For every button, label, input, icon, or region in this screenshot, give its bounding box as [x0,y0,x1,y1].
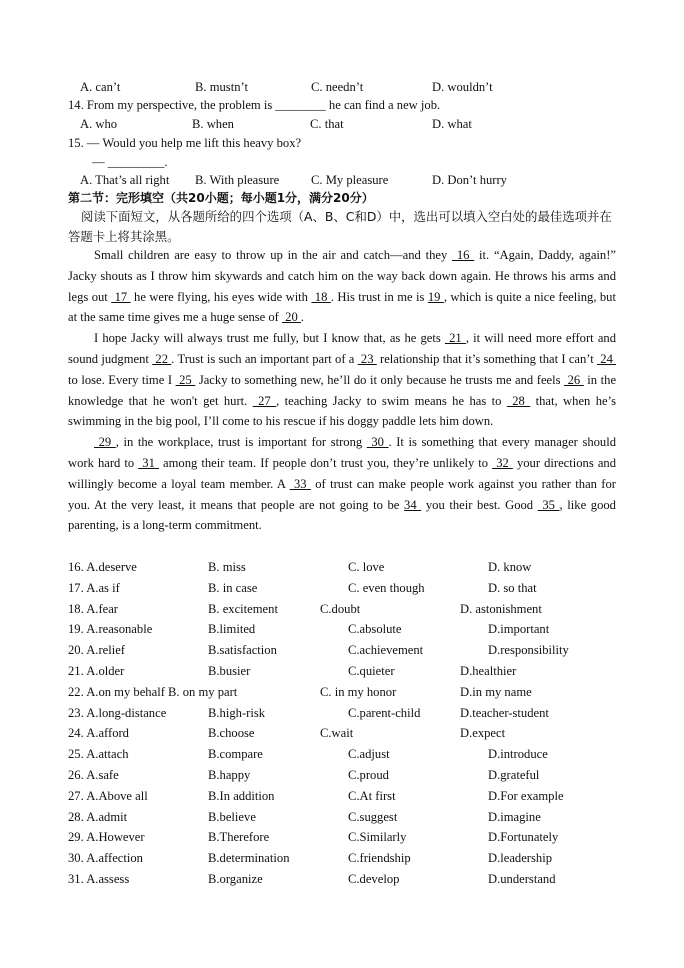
q27-option-c: C.At first [348,789,396,803]
text: it. “Again, Daddy, again!” Jacky shouts as I throw him skywards and catch him on the way back down again. He throws his arms and legs out [68,248,617,304]
q31-option-a: 31. A.assess [68,872,130,886]
blank-20: 20 [282,310,301,325]
blank-22: 22 [152,351,172,366]
blank-19: 19 [427,289,444,304]
q14-option-d: D. what [432,117,472,131]
q24-option-a: 24. A.afford [68,726,129,740]
q31-option-c: C.develop [348,872,400,886]
text: relationship that it’s something that I can’t [376,351,598,366]
q26-option-c: C.proud [348,768,389,782]
q27-option-b: B.In addition [208,789,275,803]
blank-21: 21 [444,331,466,346]
text: Small children are easy to throw up in the air and catch—and they [94,248,453,262]
q23-option-b: B.high-risk [208,706,266,720]
text: that, when he’s swimming in the big pool, I’ll come to his rescue if his doggy paddle lets him down. [68,393,617,429]
q14-stem: 14. From my perspective, the problem is ________ he can find a new job. [68,98,441,112]
blank-16: 16 [452,248,475,262]
text: , in the workplace, trust is important for strong [115,435,367,450]
text: you their best. Good [421,497,538,512]
q29-option-d: D.Fortunately [488,830,559,844]
text: to lose. Every time I [68,372,176,387]
blank-32: 32 [492,455,513,470]
q17-option-b: B. in case [208,581,258,595]
blank-25: 25 [175,372,196,387]
q24-option-c: C.wait [320,726,354,740]
q28-option-d: D.imagine [488,810,541,824]
q13-option-c: C. needn’t [311,80,364,94]
text: . Trust is such an important part of a [171,351,358,366]
section-title: 第二节：完形填空（共20小题；每小题1分，满分20分） [68,191,374,205]
text: Jacky to something new, he’ll do it only because he trusts me and feels [195,372,565,387]
blank-28: 28 [506,393,531,408]
text: . It is something that every manager should work hard to [68,435,617,470]
q26-option-d: D.grateful [488,768,540,782]
q15-stem: 15. — Would you help me lift this heavy box? [68,136,302,150]
q24-option-b: B.choose [208,726,255,740]
q22-option-c: C. in my honor [320,685,397,699]
q28-option-a: 28. A.admit [68,810,128,824]
q28-option-b: B.believe [208,810,256,824]
q31-option-d: D.understand [488,872,556,886]
blank-23: 23 [357,351,377,366]
q17-option-c: C. even though [348,581,425,595]
blank-24: 24 [597,351,617,366]
text: , it will need more effort and sound judgment [68,331,617,366]
text: among their team. If people don’t trust you, they’re unlikely to [158,455,493,470]
q23-option-a: 23. A.long-distance [68,706,167,720]
q31-option-b: B.organize [208,872,263,886]
q14-option-b: B. when [192,117,234,131]
blank-34: 34 [404,497,422,512]
q23-option-c: C.parent-child [348,706,421,720]
text: he were flying, his eyes wide with [130,289,312,304]
q29-option-b: B.Therefore [208,830,270,844]
q19-option-c: C.absolute [348,622,402,636]
q21-option-c: C.quieter [348,664,395,678]
q25-option-d: D.introduce [488,747,548,761]
q14-option-c: C. that [310,117,344,131]
q27-option-a: 27. A.Above all [68,789,148,803]
q21-option-d: D.healthier [460,664,517,678]
q18-option-a: 18. A.fear [68,602,119,616]
passage-paragraph-3 [68,432,616,536]
q22-option-a-b: 22. A.on my behalf B. on my part [68,685,238,699]
q21-option-a: 21. A.older [68,664,125,678]
text: in the knowledge that he won't get hurt. [68,372,617,408]
q16-option-b: B. miss [208,560,246,574]
q16-option-c: C. love [348,560,385,574]
blank-18: 18 [311,289,331,304]
text: . [300,310,305,325]
blank-33: 33 [289,476,311,491]
blank-35: 35 [537,497,560,512]
q17-option-a: 17. A.as if [68,581,120,595]
q25-option-b: B.compare [208,747,263,761]
q24-option-d: D.expect [460,726,506,740]
text: . His trust in me is [330,289,428,304]
q15-option-d: D. Don’t hurry [432,173,507,187]
q15-option-b: B. With pleasure [195,173,280,187]
q19-option-b: B.limited [208,622,256,636]
q29-option-a: 29. A.However [68,830,145,844]
q18-option-b: B. excitement [208,602,278,616]
q30-option-d: D.leadership [488,851,552,865]
blank-26: 26 [564,372,584,387]
q17-option-d: D. so that [488,581,537,595]
q30-option-a: 30. A.affection [68,851,143,865]
q20-option-b: B.satisfaction [208,643,277,657]
q25-option-c: C.adjust [348,747,390,761]
q19-option-a: 19. A.reasonable [68,622,153,636]
blank-30: 30 [366,435,389,450]
q14-option-a: A. who [80,117,118,131]
q30-option-b: B.determination [208,851,290,865]
q13-option-b: B. mustn’t [195,80,248,94]
q19-option-d: D.important [488,622,550,636]
q25-option-a: 25. A.attach [68,747,129,761]
q18-option-d: D. astonishment [460,602,542,616]
q23-option-d: D.teacher-student [460,706,549,720]
text: , teaching Jacky to swim means he has to [276,393,507,408]
q30-option-c: C.friendship [348,851,411,865]
q28-option-c: C.suggest [348,810,398,824]
blank-29: 29 [94,435,116,450]
cloze-passage [68,245,616,536]
passage-paragraph-1 [68,245,616,328]
text: , which is quite a nice feeling, but at the same time gives me a huge sense of [68,289,616,325]
q13-option-a: A. can’t [80,80,121,94]
passage-paragraph-2 [68,328,616,432]
q15-option-a: A. That’s all right [80,173,170,187]
text: of trust can make people work against you rather than for you. At the very least, it means that people are not going to be [68,476,616,512]
q22-option-d: D.in my name [460,685,532,699]
text: I hope Jacky will always trust me fully, but I know that, as he gets [94,331,445,346]
blank-31: 31 [138,455,159,470]
q15-answer-line: — _________. [92,155,168,169]
blank-27: 27 [252,393,277,408]
q15-option-c: C. My pleasure [311,173,389,187]
q21-option-b: B.busier [208,664,251,678]
q13-option-d: D. wouldn’t [432,80,493,94]
q16-option-d: D. know [488,560,532,574]
q27-option-d: D.For example [488,789,564,803]
q20-option-d: D.responsibility [488,643,569,657]
q26-option-a: 26. A.safe [68,768,119,782]
text: your directions and willingly become a loyal team member. A [68,455,617,491]
text: , like good parenting, is a long-term commitment. [68,497,616,533]
q26-option-b: B.happy [208,768,251,782]
q20-option-a: 20. A.relief [68,643,126,657]
q20-option-c: C.achievement [348,643,424,657]
q29-option-c: C.Similarly [348,830,407,844]
q18-option-c: C.doubt [320,602,361,616]
section-instructions: 阅读下面短文，从各题所给的四个选项（A、B、C和D）中，选出可以填入空白处的最佳选项并在答题卡上将其涂黑。 [68,209,612,244]
blank-17: 17 [111,289,131,304]
q16-option-a: 16. A.deserve [68,560,137,574]
